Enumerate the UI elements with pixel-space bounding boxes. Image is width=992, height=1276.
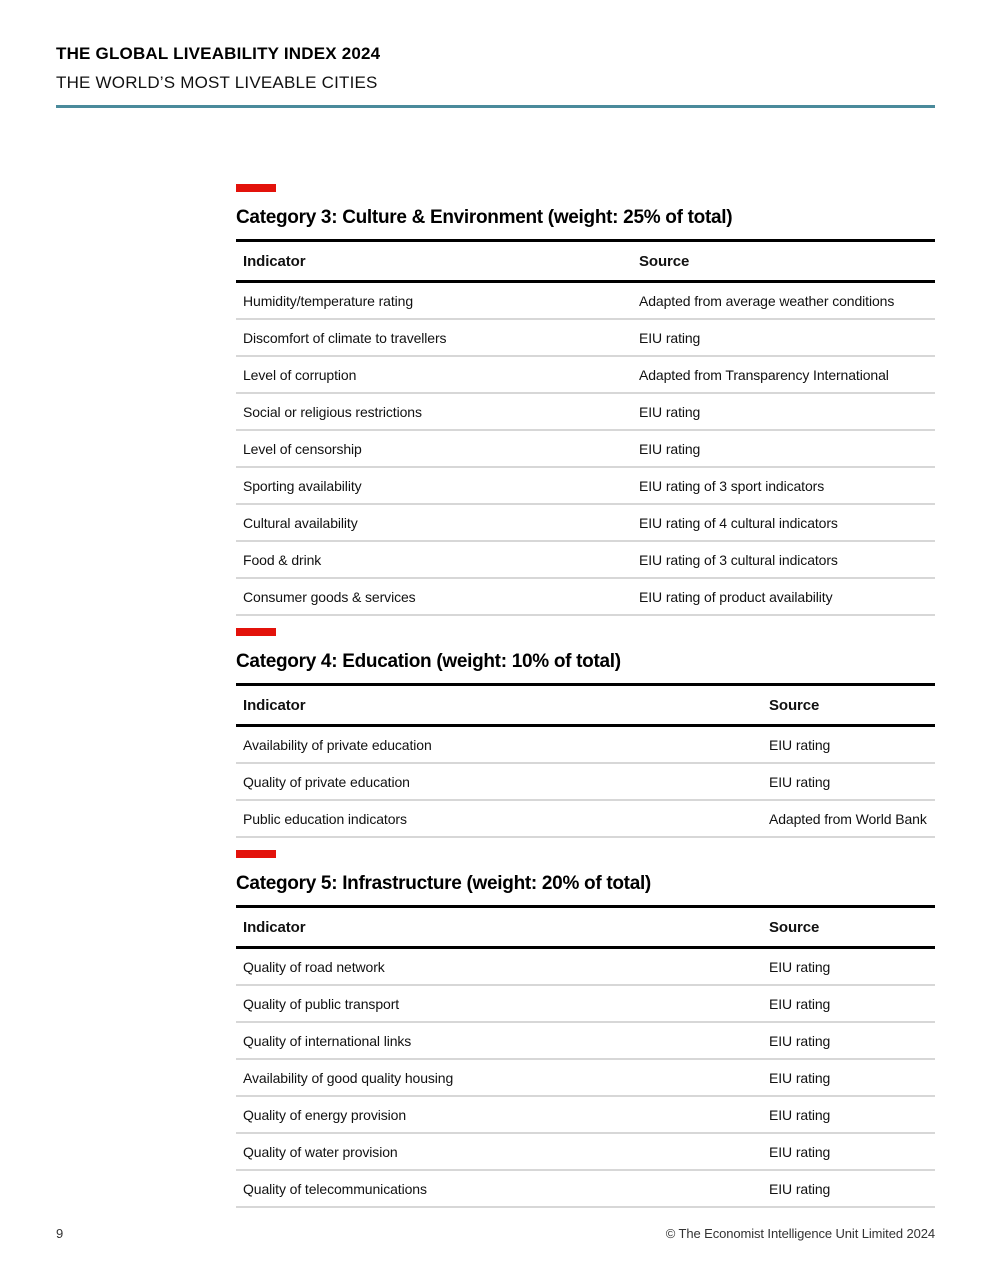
document-header xyxy=(56,44,935,93)
column-header-indicator: Indicator xyxy=(243,918,306,936)
table-row xyxy=(236,394,935,431)
source-cell: EIU rating of product availability xyxy=(639,588,833,605)
table-header-row xyxy=(236,686,935,724)
indicator-cell: Level of censorship xyxy=(243,440,362,457)
table-row xyxy=(236,764,935,801)
indicator-cell: Quality of public transport xyxy=(243,995,400,1012)
indicator-cell: Quality of telecommunications xyxy=(243,1180,427,1197)
column-header-source: Source xyxy=(769,918,820,936)
category-title: Category 5: Infrastructure (weight: 20% of total) xyxy=(236,873,651,894)
source-cell: EIU rating xyxy=(639,403,701,420)
table-row xyxy=(236,357,935,394)
category-accent-bar xyxy=(236,184,276,192)
category-accent-bar xyxy=(236,850,276,858)
table-row xyxy=(236,1171,935,1208)
table-row xyxy=(236,727,935,764)
indicator-cell: Availability of private education xyxy=(243,736,432,753)
indicator-cell: Discomfort of climate to travellers xyxy=(243,329,447,346)
table-row xyxy=(236,949,935,986)
category-5-section xyxy=(236,850,935,1208)
source-cell: EIU rating xyxy=(769,1106,831,1123)
indicator-cell: Consumer goods & services xyxy=(243,588,416,605)
indicator-cell: Availability of good quality housing xyxy=(243,1069,454,1086)
column-header-source: Source xyxy=(639,252,690,270)
category-3-section xyxy=(236,184,935,616)
document-title: THE GLOBAL LIVEABILITY INDEX 2024 xyxy=(56,44,381,63)
indicator-cell: Humidity/temperature rating xyxy=(243,292,414,309)
copyright-notice: © The Economist Intelligence Unit Limited 2024 xyxy=(665,1226,935,1241)
indicator-cell: Quality of international links xyxy=(243,1032,412,1049)
source-cell: EIU rating xyxy=(769,1069,831,1086)
header-divider-rule xyxy=(56,105,935,108)
source-cell: EIU rating xyxy=(769,1032,831,1049)
source-cell: Adapted from World Bank xyxy=(769,810,927,827)
page-content xyxy=(236,184,935,1220)
indicator-cell: Public education indicators xyxy=(243,810,407,827)
table-row xyxy=(236,801,935,838)
table-row xyxy=(236,1134,935,1171)
indicator-cell: Sporting availability xyxy=(243,477,362,494)
source-cell: EIU rating xyxy=(769,958,831,975)
category-4-section xyxy=(236,628,935,838)
source-cell: EIU rating of 3 cultural indicators xyxy=(639,551,838,568)
table-row xyxy=(236,468,935,505)
category-title: Category 3: Culture & Environment (weight: 25% of total) xyxy=(236,207,733,228)
indicator-cell: Quality of water provision xyxy=(243,1143,398,1160)
source-cell: EIU rating xyxy=(639,329,701,346)
table-row xyxy=(236,579,935,616)
source-cell: EIU rating of 4 cultural indicators xyxy=(639,514,838,531)
source-cell: EIU rating xyxy=(769,773,831,790)
table-row xyxy=(236,320,935,357)
column-header-indicator: Indicator xyxy=(243,696,306,714)
indicator-cell: Cultural availability xyxy=(243,514,358,531)
table-header-row xyxy=(236,242,935,280)
source-cell: EIU rating xyxy=(769,1143,831,1160)
category-accent-bar xyxy=(236,628,276,636)
page-number: 9 xyxy=(56,1226,64,1241)
source-cell: EIU rating xyxy=(639,440,701,457)
table-row xyxy=(236,986,935,1023)
column-header-source: Source xyxy=(769,696,820,714)
indicator-cell: Food & drink xyxy=(243,551,322,568)
column-header-indicator: Indicator xyxy=(243,252,306,270)
table-row xyxy=(236,283,935,320)
table-row xyxy=(236,431,935,468)
indicator-cell: Quality of energy provision xyxy=(243,1106,407,1123)
table-row xyxy=(236,505,935,542)
source-cell: EIU rating xyxy=(769,1180,831,1197)
indicator-cell: Quality of road network xyxy=(243,958,385,975)
source-cell: EIU rating xyxy=(769,736,831,753)
table-row xyxy=(236,1023,935,1060)
indicator-cell: Social or religious restrictions xyxy=(243,403,422,420)
indicator-cell: Level of corruption xyxy=(243,366,357,383)
document-subtitle: THE WORLD’S MOST LIVEABLE CITIES xyxy=(56,73,378,92)
table-row xyxy=(236,1060,935,1097)
source-cell: EIU rating xyxy=(769,995,831,1012)
source-cell: Adapted from average weather conditions xyxy=(639,292,895,309)
source-cell: Adapted from Transparency International xyxy=(639,366,889,383)
category-title: Category 4: Education (weight: 10% of total) xyxy=(236,651,621,672)
source-cell: EIU rating of 3 sport indicators xyxy=(639,477,825,494)
table-row xyxy=(236,1097,935,1134)
table-row xyxy=(236,542,935,579)
table-header-row xyxy=(236,908,935,946)
indicator-cell: Quality of private education xyxy=(243,773,410,790)
